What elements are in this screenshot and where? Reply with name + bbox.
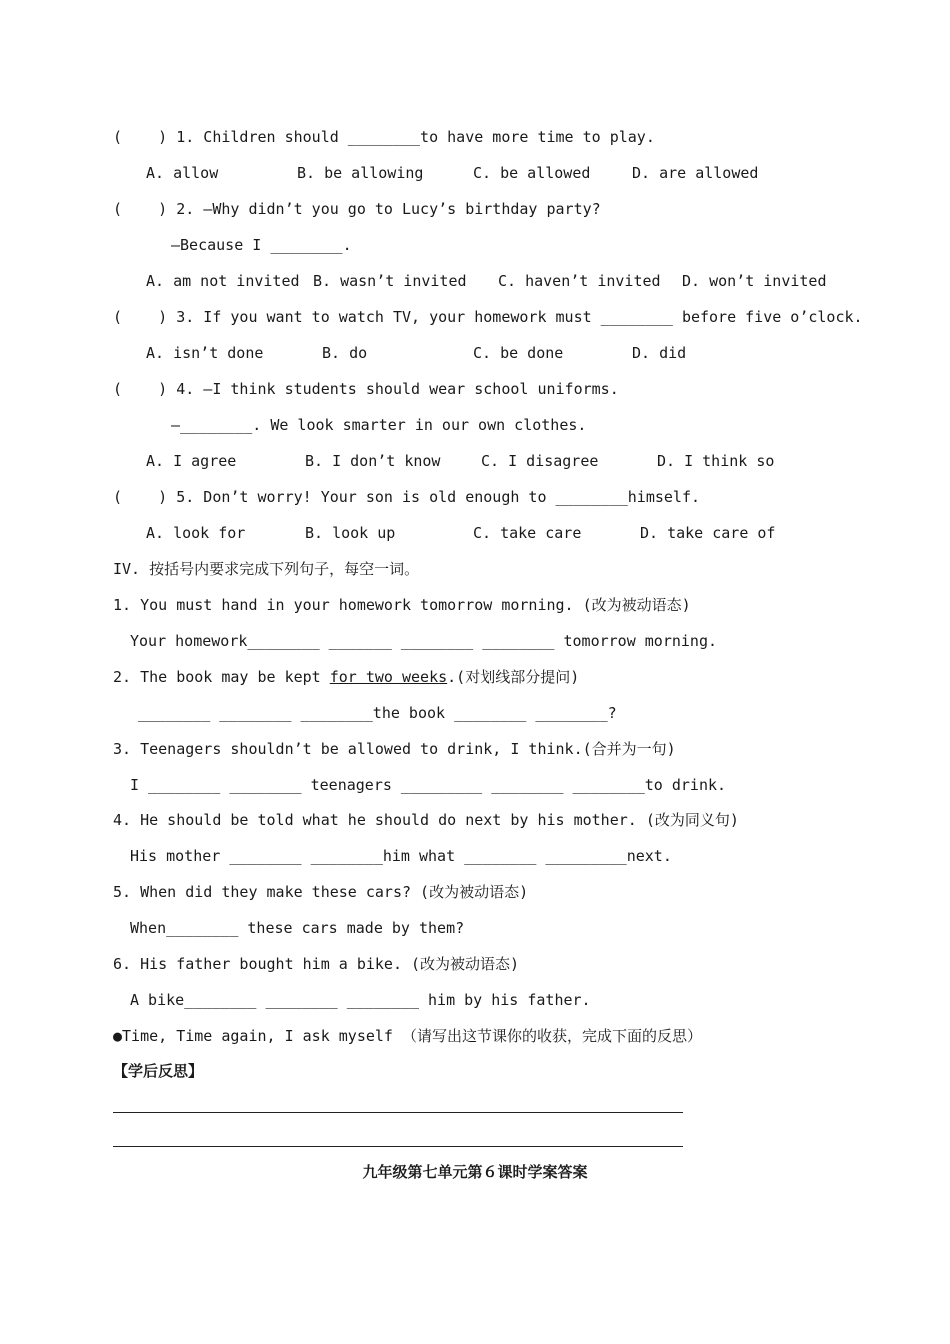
- section-iv-heading: IV. 按括号内要求完成下列句子，每空一词。: [113, 560, 420, 578]
- mc-question-5: ( ) 5. Don’t worry! Your son is old enough to ________himself.: [113, 488, 700, 506]
- rewrite-answer-1: Your homework________ _______ ________ ________ tomorrow morning.: [130, 632, 717, 650]
- reflection-writing-line: [113, 1146, 683, 1147]
- mc-q2-option-d: D. won’t invited: [682, 272, 827, 290]
- mc-q5-option-a: A. look for: [146, 524, 246, 542]
- rewrite-answer-6: A bike________ ________ ________ him by his father.: [130, 991, 591, 1009]
- rewrite-answer-3: I ________ ________ teenagers _________ ________ ________to drink.: [130, 776, 727, 794]
- reflection-prompt: ●Time, Time again, I ask myself （请写出这节课你的收获，完成下面的反思）: [113, 1027, 702, 1045]
- rewrite-answer-4: His mother ________ ________him what ________ _________next.: [130, 847, 672, 865]
- mc-q3-option-a: A. isn’t done: [146, 344, 264, 362]
- mc-question-2: ( ) 2. —Why didn’t you go to Lucy’s birthday party?: [113, 200, 601, 218]
- answer-key-title: 九年级第七单元第６课时学案答案: [362, 1163, 588, 1181]
- rewrite-answer-5: When________ these cars made by them?: [130, 919, 465, 937]
- rewrite-question-2: [113, 667, 579, 687]
- mc-q5-option-b: B. look up: [305, 524, 396, 542]
- mc-q2-option-a: A. am not invited: [146, 272, 300, 290]
- mc-question-3: ( ) 3. If you want to watch TV, your homework must ________ before five o’clock.: [113, 308, 863, 326]
- mc-q5-option-d: D. take care of: [640, 524, 776, 542]
- rewrite-question-5: 5. When did they make these cars? (改为被动语态): [113, 883, 529, 901]
- rewrite-question-6: 6. His father bought him a bike. (改为被动语态): [113, 955, 520, 973]
- mc-q4-option-b: B. I don’t know: [305, 452, 441, 470]
- mc-q1-option-c: C. be allowed: [473, 164, 591, 182]
- rewrite-question-2-instruction: .(对划线部分提问): [447, 668, 580, 686]
- rewrite-question-4: 4. He should be told what he should do next by his mother. (改为同义句): [113, 811, 739, 829]
- rewrite-answer-2: ________ ________ ________the book ________ ________?: [138, 704, 617, 722]
- mc-q4-option-d: D. I think so: [657, 452, 775, 470]
- rewrite-question-3: 3. Teenagers shouldn’t be allowed to drink, I think.(合并为一句): [113, 740, 676, 758]
- mc-question-4: ( ) 4. —I think students should wear school uniforms.: [113, 380, 619, 398]
- rewrite-question-2-text: 2. The book may be kept: [113, 668, 330, 686]
- mc-q3-option-d: D. did: [632, 344, 687, 362]
- mc-question-1: ( ) 1. Children should ________to have more time to play.: [113, 128, 655, 146]
- mc-q1-option-a: A. allow: [146, 164, 219, 182]
- mc-q4-option-c: C. I disagree: [481, 452, 599, 470]
- mc-q4-reply: —________. We look smarter in our own clothes.: [171, 416, 587, 434]
- mc-q1-option-d: D. are allowed: [632, 164, 759, 182]
- mc-q2-option-b: B. wasn’t invited: [313, 272, 467, 290]
- mc-q3-option-c: C. be done: [473, 344, 564, 362]
- reflection-writing-line: [113, 1112, 683, 1113]
- mc-q2-option-c: C. haven’t invited: [498, 272, 661, 290]
- mc-q1-option-b: B. be allowing: [297, 164, 424, 182]
- mc-q2-reply: —Because I ________.: [171, 236, 352, 254]
- mc-q3-option-b: B. do: [322, 344, 368, 362]
- mc-q4-option-a: A. I agree: [146, 452, 237, 470]
- rewrite-question-1: 1. You must hand in your homework tomorrow morning. (改为被动语态): [113, 596, 691, 614]
- underlined-phrase: for two weeks: [329, 668, 448, 686]
- reflection-heading: 【学后反思】: [113, 1062, 204, 1080]
- mc-q5-option-c: C. take care: [473, 524, 582, 542]
